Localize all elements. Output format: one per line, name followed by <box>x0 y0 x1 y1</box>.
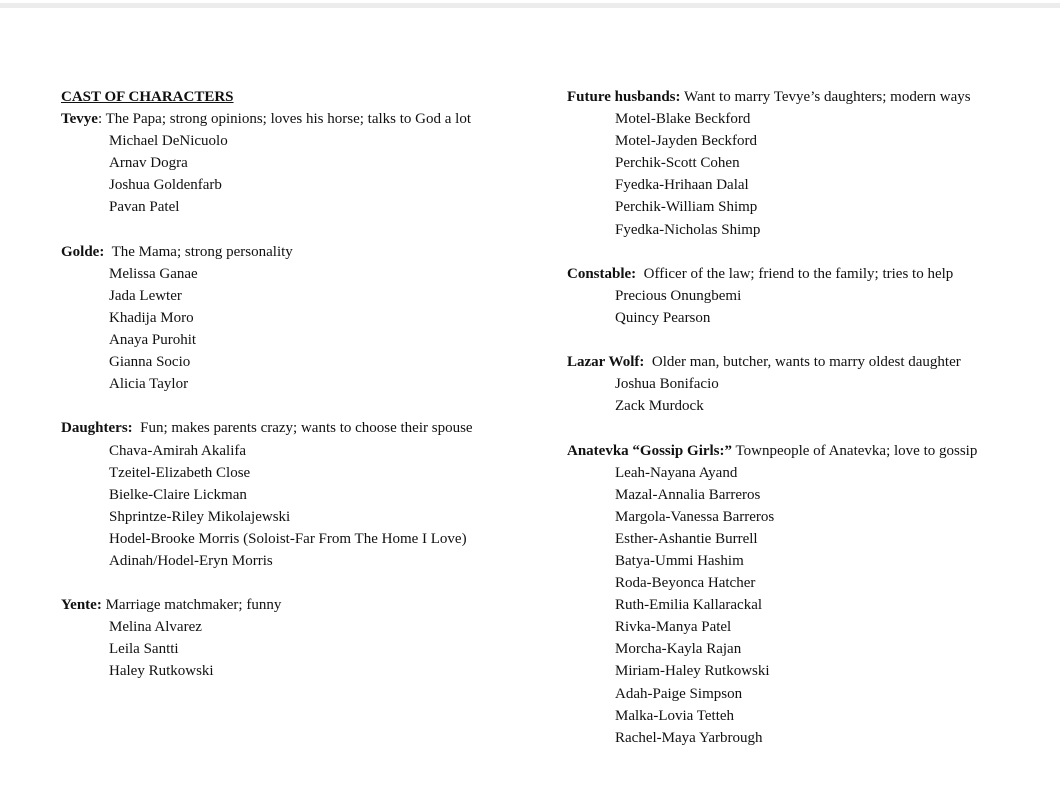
section-spacer <box>567 417 1047 439</box>
cast-member: Chava-Amirah Akalifa <box>109 442 247 459</box>
role-section <box>567 263 1047 329</box>
cast-member: Perchik-William Shimp <box>615 199 758 216</box>
cast-member: Perchik-Scott Cohen <box>615 155 740 172</box>
cast-member: Adinah/Hodel-Eryn Morris <box>109 552 273 569</box>
role-name: Tevye <box>61 111 98 128</box>
role-heading <box>567 86 1047 108</box>
role-heading <box>61 594 531 616</box>
cast-member: Bielke-Claire Lickman <box>109 486 247 503</box>
document-title: CAST OF CHARACTERS <box>61 89 234 105</box>
role-name: Future husbands: <box>567 89 681 105</box>
role-heading <box>567 440 1047 462</box>
role-heading <box>61 241 531 263</box>
role-separator <box>644 354 652 370</box>
cast-member: Adah-Paige Simpson <box>615 685 743 702</box>
cast-member: Shprintze-Riley Mikolajewski <box>109 508 291 525</box>
role-section <box>61 108 531 218</box>
cast-member: Anaya Purohit <box>109 332 197 349</box>
cast-member: Alicia Taylor <box>109 376 189 393</box>
right-column <box>567 86 1047 749</box>
role-description: Marriage matchmaker; funny <box>105 597 282 614</box>
cast-member: Leah-Nayana Ayand <box>615 464 738 481</box>
role-separator <box>104 244 111 260</box>
section-spacer <box>567 329 1047 351</box>
cast-member: Motel-Blake Beckford <box>615 111 751 128</box>
role-description: The Mama; strong personality <box>111 243 293 260</box>
role-heading <box>567 351 1047 373</box>
cast-member: Margola-Vanessa Barreros <box>615 508 775 525</box>
cast-member: Rivka-Manya Patel <box>615 619 732 636</box>
role-heading <box>61 108 531 130</box>
viewer-top-bar <box>0 0 1060 8</box>
cast-member: Haley Rutkowski <box>109 663 214 680</box>
cast-member: Joshua Goldenfarb <box>109 177 222 194</box>
role-description: Officer of the law; friend to the family; tries to help <box>643 265 954 282</box>
cast-member: Motel-Jayden Beckford <box>615 133 758 150</box>
role-separator: : <box>97 111 106 128</box>
cast-member: Batya-Ummi Hashim <box>615 552 744 569</box>
role-section <box>567 351 1047 417</box>
left-column <box>61 86 531 683</box>
role-separator <box>636 266 644 282</box>
cast-member: Precious Onungbemi <box>615 287 742 304</box>
cast-member: Fyedka-Hrihaan Dalal <box>615 177 749 194</box>
role-section <box>61 241 531 396</box>
cast-member: Tzeitel-Elizabeth Close <box>109 464 251 481</box>
role-name: Constable: <box>567 265 637 282</box>
role-section <box>61 594 531 682</box>
role-heading <box>61 417 531 439</box>
role-description: Townpeople of Anatevka; love to gossip <box>735 442 978 459</box>
section-spacer <box>61 219 531 241</box>
role-name: Golde: <box>61 243 105 260</box>
cast-member: Esther-Ashantie Burrell <box>615 530 758 547</box>
role-description: Fun; makes parents crazy; wants to choose their spouse <box>140 420 473 437</box>
top-divider <box>0 3 1060 8</box>
role-name: Yente: <box>61 597 102 614</box>
cast-member: Michael DeNicuolo <box>109 133 228 150</box>
cast-member: Melissa Ganae <box>109 265 198 282</box>
role-description: Older man, butcher, wants to marry oldest daughter <box>651 354 961 371</box>
cast-member: Zack Murdock <box>615 398 704 415</box>
cast-member: Roda-Beyonca Hatcher <box>615 575 756 592</box>
cast-member: Pavan Patel <box>109 199 180 216</box>
cast-member: Arnav Dogra <box>109 155 188 172</box>
cast-member: Mazal-Annalia Barreros <box>615 486 761 503</box>
cast-member: Khadija Moro <box>109 309 194 326</box>
cast-member: Morcha-Kayla Rajan <box>615 641 742 658</box>
role-description: Want to marry Tevye’s daughters; modern ways <box>684 89 971 105</box>
role-name: Daughters: <box>61 420 133 437</box>
role-section <box>567 86 1047 241</box>
cast-member: Melina Alvarez <box>109 619 202 636</box>
role-section <box>567 440 1047 749</box>
cast-member: Miriam-Haley Rutkowski <box>615 663 770 680</box>
cast-member: Quincy Pearson <box>615 309 711 326</box>
section-spacer <box>61 395 531 417</box>
role-name: Lazar Wolf: <box>567 354 645 371</box>
role-description: The Papa; strong opinions; loves his horse; talks to God a lot <box>105 111 471 128</box>
role-section <box>61 417 531 572</box>
section-spacer <box>567 241 1047 263</box>
section-spacer <box>61 572 531 594</box>
role-heading <box>567 263 1047 285</box>
role-name: Anatevka “Gossip Girls:” <box>567 442 733 459</box>
cast-member: Hodel-Brooke Morris (Soloist-Far From The Home I Love) <box>109 530 467 547</box>
cast-member: Ruth-Emilia Kallarackal <box>615 597 763 614</box>
cast-member: Leila Santti <box>109 641 179 658</box>
cast-member: Gianna Socio <box>109 354 191 371</box>
cast-member: Joshua Bonifacio <box>615 376 719 393</box>
cast-member: Malka-Lovia Tetteh <box>615 707 735 724</box>
cast-member: Rachel-Maya Yarbrough <box>615 729 763 746</box>
cast-member: Fyedka-Nicholas Shimp <box>615 221 761 238</box>
cast-member: Jada Lewter <box>109 287 182 304</box>
